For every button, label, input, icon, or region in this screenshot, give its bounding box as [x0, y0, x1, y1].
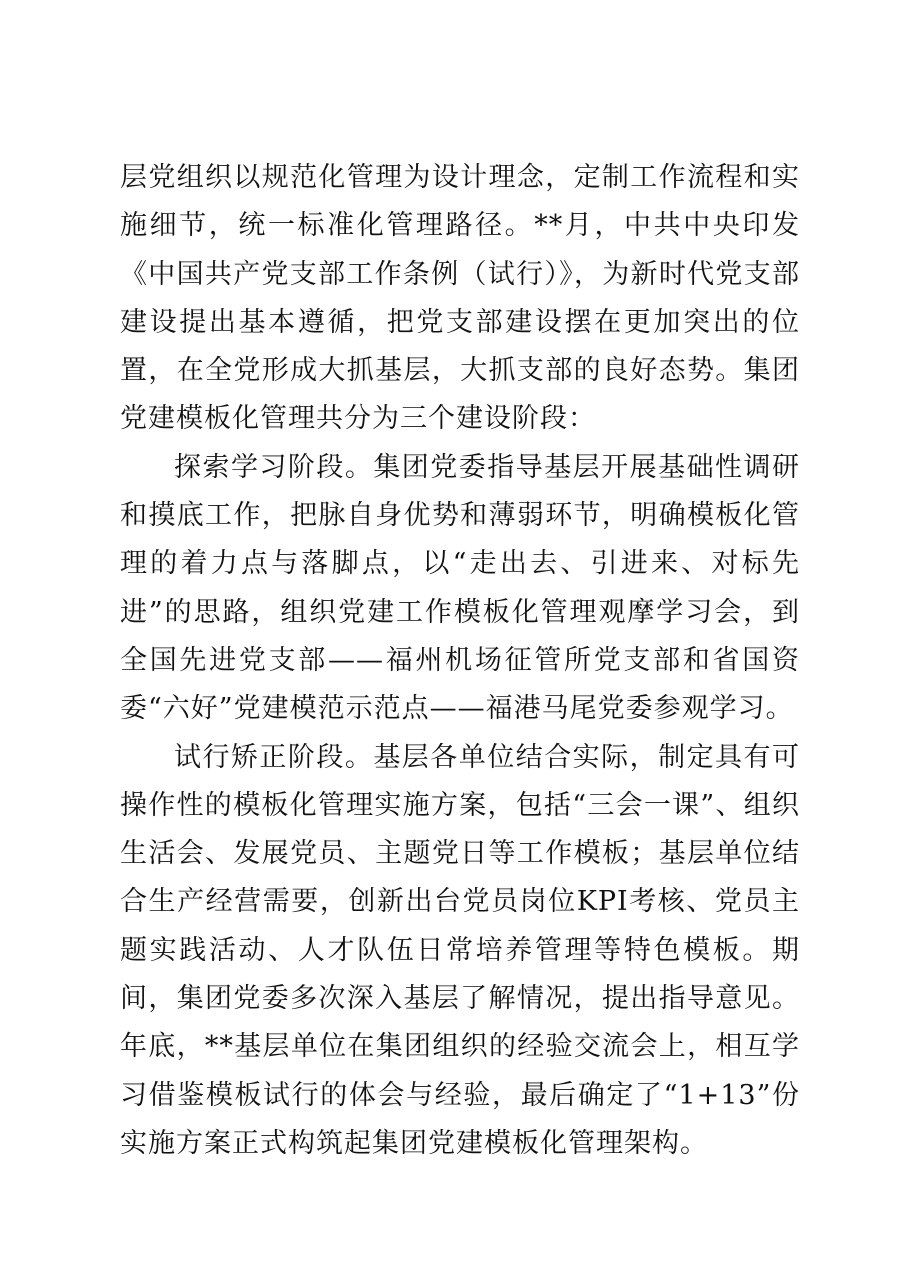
paragraph-trial-correction-stage: 试行矫正阶段。基层各单位结合实际，制定具有可操作性的模板化管理实施方案，包括“三会一课”、组织生活会、发展党员、主题党日等工作模板；基层单位结合生产经营需要，创新出台党员岗位KPI考核、党员主题实践活动、人才队伍日常培养管理等特色模板。期间，集团党委多次深入基层了解情况，提出指导意见。年底，**基层单位在集团组织的经验交流会上，相互学习借鉴模板试行的体会与经验，最后确定了“1+13”份实施方案正式构筑起集团党建模板化管理架构。 [120, 741, 800, 1159]
document-body [120, 154, 800, 1168]
paragraph-exploration-stage: 探索学习阶段。集团党委指导基层开展基础性调研和摸底工作，把脉自身优势和薄弱环节，明确模板化管理的着力点与落脚点，以“走出去、引进来、对标先进”的思路，组织党建工作模板化管理观摩学习会，到全国先进党支部——福州机场征管所党支部和省国资委“六好”党建模范示范点——福港马尾党委参观学习。 [120, 451, 800, 725]
paragraph-intro-continuation: 层党组织以规范化管理为设计理念，定制工作流程和实施细节，统一标准化管理路径。**月，中共中央印发《中国共产党支部工作条例（试行）》，为新时代党支部建设提出基本遵循，把党支部建设摆在更加突出的位置，在全党形成大抓基层，大抓支部的良好态势。集团党建模板化管理共分为三个建设阶段： [120, 162, 800, 435]
